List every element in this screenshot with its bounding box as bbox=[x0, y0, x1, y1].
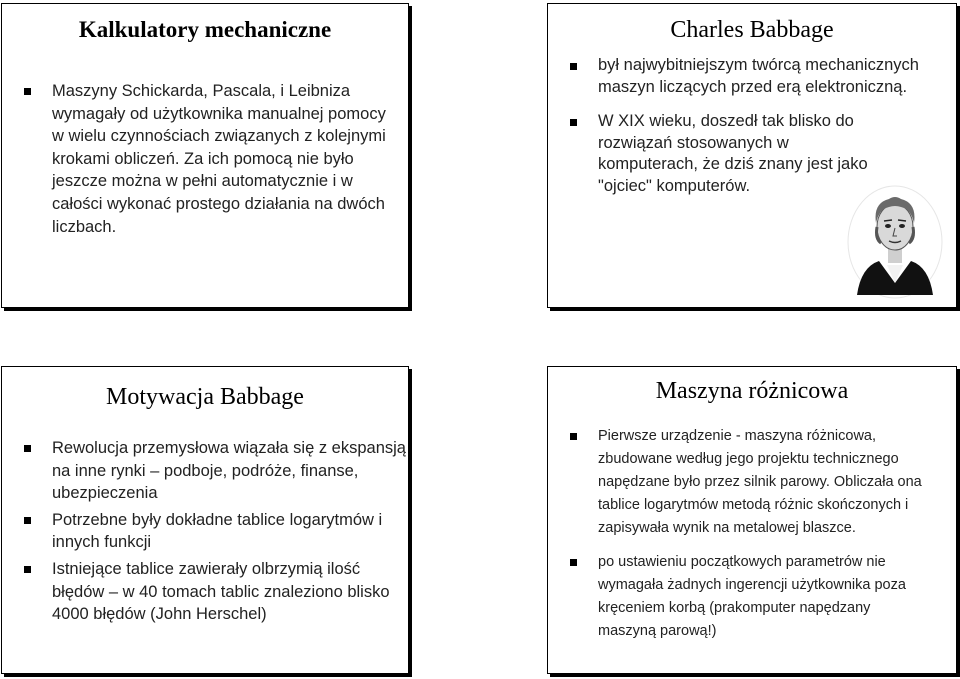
bullet-text: Rewolucja przemysłowa wiązała się z ekspansją na inne rynki – podboje, podróże, finanse, ubezpieczenia bbox=[52, 439, 406, 503]
bullet-text: Pierwsze urządzenie - maszyna różnicowa, zbudowane według jego projektu technicznego napędzane było przez silnik parowy. Obliczała ona tablice logarytmów metodą różnic skończonych i zapisywała wynik na metalowej blaszce. bbox=[598, 428, 922, 536]
bullet-marker bbox=[570, 559, 577, 566]
bullet-marker bbox=[24, 445, 31, 452]
slide-title: Motywacja Babbage bbox=[106, 384, 304, 410]
list-item bbox=[24, 80, 394, 238]
bullet-marker bbox=[24, 517, 31, 524]
bullet-text: Potrzebne były dokładne tablice logarytmów i innych funkcji bbox=[52, 510, 383, 552]
slide-title: Kalkulatory mechaniczne bbox=[78, 17, 332, 42]
bullet-list bbox=[24, 437, 408, 626]
bullet-text: W XIX wieku, doszedł tak blisko do rozwiązań stosowanych w komputerach, że dziś znany jest jako "ojciec" komputerów. bbox=[598, 112, 868, 195]
list-item bbox=[570, 551, 918, 643]
slide-kalkulatory bbox=[1, 3, 409, 308]
bullet-marker bbox=[570, 63, 577, 70]
list-item bbox=[570, 425, 942, 540]
babbage-portrait bbox=[845, 183, 945, 301]
list-item bbox=[570, 111, 883, 197]
bullet-list bbox=[570, 425, 942, 643]
list-item bbox=[24, 509, 408, 554]
bullet-marker bbox=[24, 566, 31, 573]
bullet-marker bbox=[570, 433, 577, 440]
list-item bbox=[570, 55, 930, 98]
list-item bbox=[24, 437, 408, 505]
bullet-list bbox=[24, 80, 394, 238]
bullet-text: Istniejące tablice zawierały olbrzymią ilość błędów – w 40 tomach tablic znaleziono blisko 4000 błędów (John Herschel) bbox=[52, 559, 390, 624]
bullet-text: był najwybitniejszym twórcą mechanicznych maszyn liczących przed erą elektroniczną. bbox=[598, 56, 919, 96]
slide-maszyna-roznicowa bbox=[547, 366, 957, 674]
slide-title: Maszyna różnicowa bbox=[655, 378, 849, 404]
slide-title: Charles Babbage bbox=[670, 17, 834, 43]
slide-motywacja-babbage bbox=[1, 366, 409, 674]
bullet-text: Maszyny Schickarda, Pascala, i Leibniza wymagały od użytkownika manualnej pomocy w wielu czynnościach związanych z kolejnymi krokami obliczeń. Za ich pomocą nie było jeszcze można w pełni automatycznie i w całości wykonać prostego działania na dwóch liczbach. bbox=[52, 82, 386, 236]
bullet-marker bbox=[570, 119, 577, 126]
slide-charles-babbage bbox=[547, 3, 957, 308]
bullet-marker bbox=[24, 88, 31, 95]
bullet-text: po ustawieniu początkowych parametrów nie wymagała żadnych ingerencji użytkownika poza kręceniem korbą (prakomputer napędzany maszyną parową!) bbox=[598, 554, 906, 639]
bullet-list bbox=[570, 55, 930, 197]
list-item bbox=[24, 558, 408, 626]
